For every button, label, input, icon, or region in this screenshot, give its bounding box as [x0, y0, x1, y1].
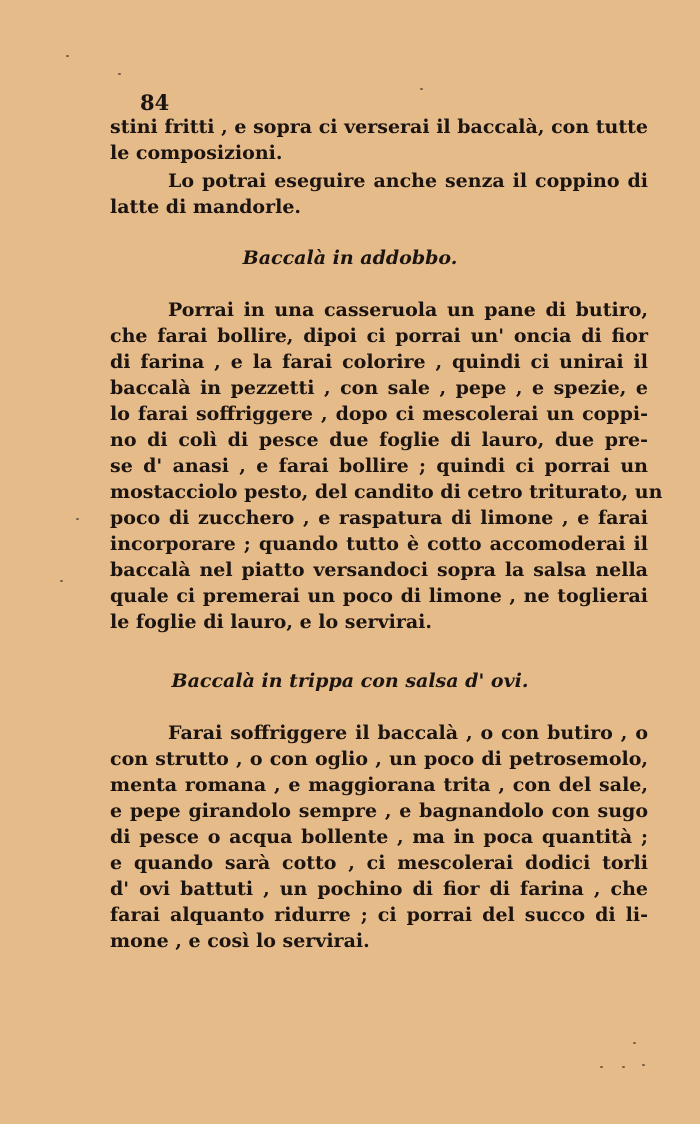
text-line: baccalà nel piatto versandoci sopra la salsa nella: [110, 559, 648, 581]
text-line: Farai soffriggere il baccalà , o con butiro , o: [168, 722, 648, 744]
scan-speck: [60, 580, 63, 582]
scan-speck: [118, 73, 121, 75]
text-line: quale ci premerai un poco di limone , ne toglierai: [110, 585, 648, 607]
text-line: le foglie di lauro, e lo servirai.: [110, 611, 432, 633]
text-line: lo farai soffriggere , dopo ci mescolerai un coppi-: [110, 403, 648, 425]
text-line: farai alquanto ridurre ; ci porrai del succo di li-: [110, 904, 648, 926]
text-line: Lo potrai eseguire anche senza il coppino di: [168, 170, 648, 192]
text-line: no di colì di pesce due foglie di lauro, due pre-: [110, 429, 648, 451]
text-line: stini fritti , e sopra ci verserai il baccalà, con tutte: [110, 116, 648, 138]
text-line: di pesce o acqua bollente , ma in poca quantità ;: [110, 826, 648, 848]
text-line: d' ovi battuti , un pochino di fior di farina , che: [110, 878, 648, 900]
text-line: incorporare ; quando tutto è cotto accomoderai il: [110, 533, 648, 555]
paragraph-note: [110, 168, 648, 220]
scan-speck: [420, 88, 423, 90]
recipe-text-addobbo: [110, 297, 663, 635]
recipe-heading-addobbo: Baccalà in addobbo.: [242, 247, 458, 269]
text-line: con strutto , o con oglio , un poco di petrosemolo,: [110, 748, 648, 770]
text-line: e quando sarà cotto , ci mescolerai dodici torli: [110, 852, 648, 874]
text-line: mostacciolo pesto, del candito di cetro triturato, un: [110, 481, 663, 503]
text-line: e pepe girandolo sempre , e bagnandolo con sugo: [110, 800, 648, 822]
scan-speck: [76, 518, 79, 520]
scan-speck: [622, 1066, 625, 1068]
scan-speck: [600, 1066, 603, 1068]
scan-speck: [66, 55, 69, 57]
text-line: poco di zucchero , e raspatura di limone , e farai: [110, 507, 648, 529]
scan-speck: [642, 1064, 645, 1066]
text-line: latte di mandorle.: [110, 196, 302, 218]
recipe-text-trippa: [110, 720, 648, 954]
text-line: menta romana , e maggiorana trita , con del sale,: [110, 774, 648, 796]
recipe-heading-trippa: Baccalà in trippa con salsa d' ovi.: [171, 670, 529, 692]
scan-speck: [633, 1042, 636, 1044]
text-line: di farina , e la farai colorire , quindi ci unirai il: [110, 351, 648, 373]
text-line: che farai bollire, dipoi ci porrai un' oncia di fior: [110, 325, 648, 347]
text-line: Porrai in una casseruola un pane di butiro,: [168, 299, 648, 321]
text-line: le composizioni.: [110, 142, 283, 164]
page-number: 84: [140, 90, 170, 115]
text-line: se d' anasi , e farai bollire ; quindi ci porrai un: [110, 455, 648, 477]
paragraph-continuation: [110, 114, 648, 166]
text-line: mone , e così lo servirai.: [110, 930, 370, 952]
text-line: baccalà in pezzetti , con sale , pepe , e spezie, e: [110, 377, 648, 399]
